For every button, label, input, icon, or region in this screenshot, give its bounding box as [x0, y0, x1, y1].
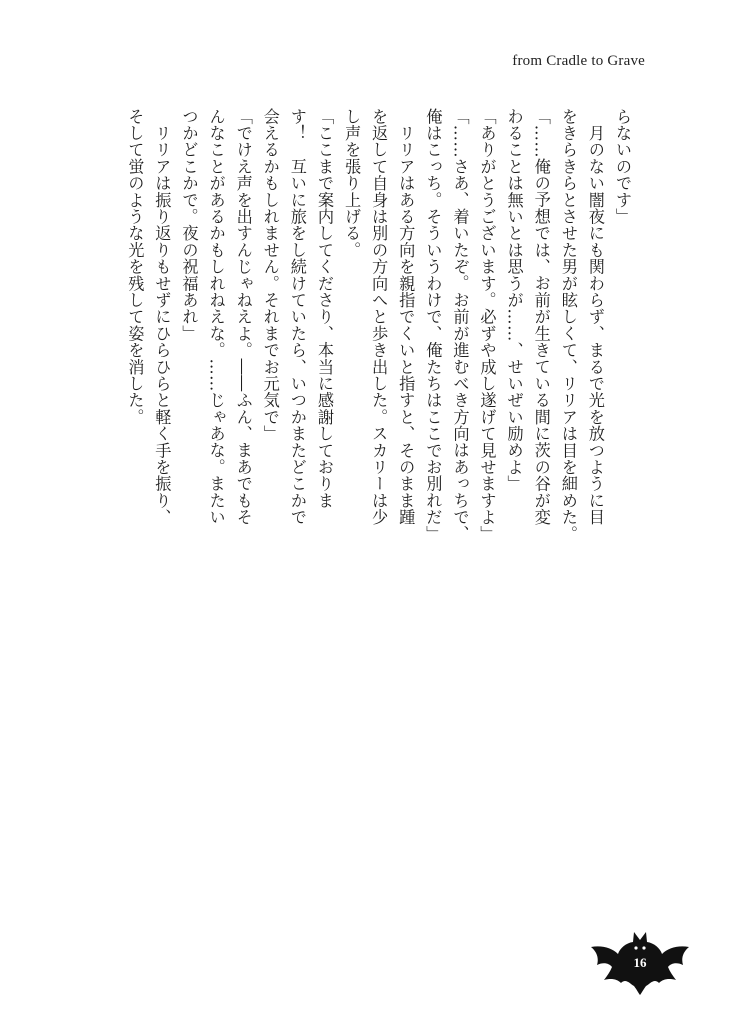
- running-header: from Cradle to Grave: [512, 53, 645, 69]
- text-line: リリアは振り返りもせずにひらひらと軽く手を振り、: [152, 108, 172, 526]
- text-line: 月のない闇夜にも関わらず、まるで光を放つように目: [585, 108, 605, 526]
- text-line: をきらきらとさせた男が眩しくて、リリアは目を細めた。: [558, 108, 578, 543]
- text-line: し声を張り上げる。: [342, 108, 362, 259]
- text-line: つかどこかで。夜の祝福あれ」: [179, 108, 199, 342]
- text-line: す！ 互いに旅をし続けていたら、いつかまたどこかで: [287, 108, 307, 526]
- text-line: 俺はこっち。そういうわけで、俺たちはここでお別れだ」: [423, 108, 443, 543]
- story-text: [125, 108, 636, 543]
- text-line: 「……俺の予想では、お前が生きている間に茨の谷が変: [531, 108, 551, 526]
- text-line: そして蛍のような光を残して姿を消した。: [125, 108, 145, 426]
- text-line: 「ありがとうございます。必ずや成し遂げて見せますよ」: [477, 108, 497, 543]
- text-line: 会えるかもしれません。それまでお元気で」: [260, 108, 280, 442]
- text-line: わることは無いとは思うが……、せいぜい励めよ」: [504, 108, 524, 493]
- text-line: らないのです」: [613, 108, 632, 225]
- text-line: リリアはある方向を親指でくいと指すと、そのまま踵: [396, 108, 416, 526]
- text-line: 「ここまで案内してくださり、本当に感謝しておりま: [314, 108, 334, 509]
- text-line: 「……さあ、着いたぞ。お前が進むべき方向はあっちで、: [450, 108, 470, 543]
- text-line: 「でけえ声を出すんじゃねえよ。――ふん、まあでもそ: [233, 108, 253, 526]
- page-number: 16: [633, 955, 647, 970]
- text-line: を返して自身は別の方向へと歩き出した。スカリーは少: [369, 108, 389, 526]
- page-number-badge: [588, 928, 692, 996]
- text-line: んなことがあるかもしれねえな。……じゃあな。またい: [206, 108, 226, 526]
